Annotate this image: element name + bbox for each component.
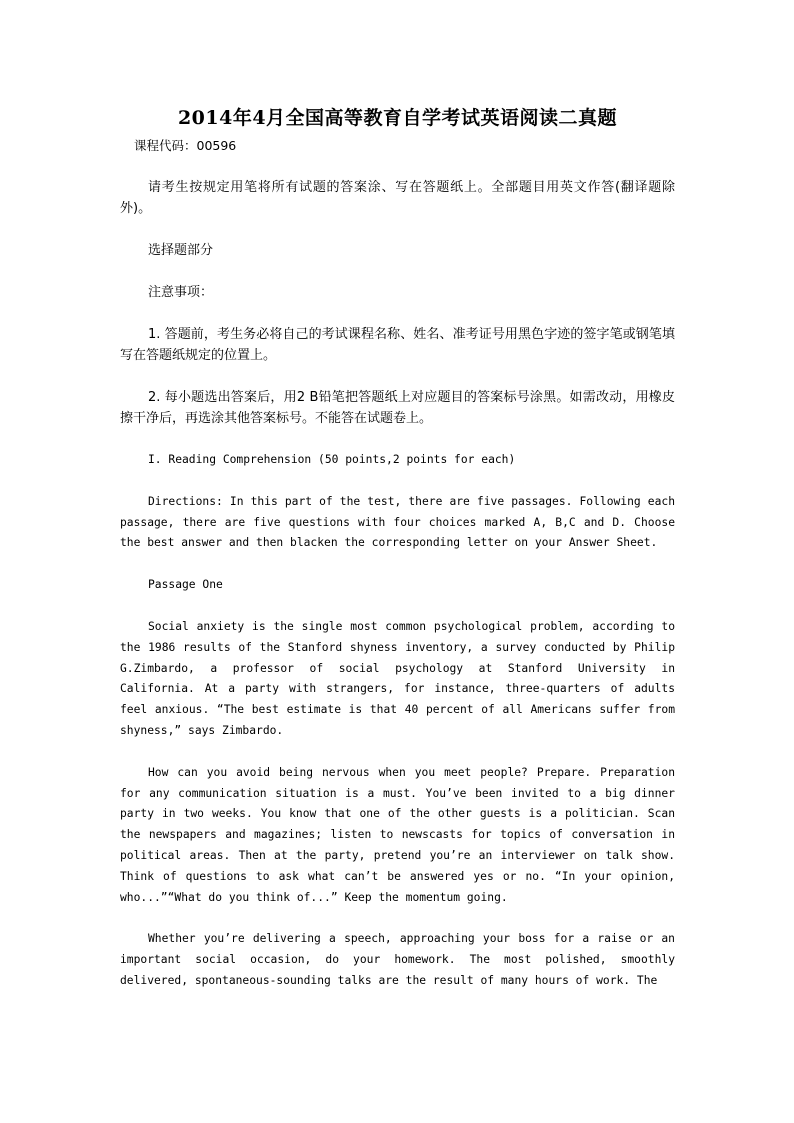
section-choice-heading: 选择题部分 xyxy=(148,243,214,258)
exam-instruction: 请考生按规定用笔将所有试题的答案涂、写在答题纸上。全部题目用英文作答(翻译题除外)。 xyxy=(120,180,675,216)
note-2: 2. 每小题选出答案后，用2 B铅笔把答题纸上对应题目的答案标号涂黑。如需改动，用橡皮擦干净后，再选涂其他答案标号。不能答在试题卷上。 xyxy=(120,390,675,426)
note-1: 1. 答题前，考生务必将自己的考试课程名称、姓名、准考证号用黑色字迹的签字笔或钢笔填写在答题纸规定的位置上。 xyxy=(120,327,675,363)
notes-heading: 注意事项： xyxy=(148,285,214,300)
document-page xyxy=(120,104,675,992)
passage-paragraph: Whether you’re delivering a speech, approaching your boss for a raise or an important social occasion, do your homework. The most polished, smoothly delivered, spontaneous-sounding talks are the result of many hours of work. The xyxy=(120,932,675,987)
passage-title: Passage One xyxy=(148,578,223,592)
passage-paragraph: Social anxiety is the single most common psychological problem, according to the 1986 results of the Stanford shyness inventory, a survey conducted by Philip G.Zimbardo, a professor of social psychology at Stanford University in California. At a party with strangers, for instance, three-quarters of adults feel anxious. “The best estimate is that 40 percent of all Americans suffer from shyness,” says Zimbardo. xyxy=(120,619,675,737)
passage-paragraph: How can you avoid being nervous when you meet people? Prepare. Preparation for any communication situation is a must. You’ve been invited to a big dinner party in two weeks. You know that one of the other guests is a politician. Scan the newspapers and magazines; listen to newscasts for topics of conversation in political areas. Then at the party, pretend you’re an interviewer on talk show. Think of questions to ask what can’t be answered yes or no. “In your opinion, who...”“What do you think of...” Keep the momentum going. xyxy=(120,765,675,904)
course-code: 课程代码：00596 xyxy=(134,138,237,153)
page-title: 2014年4月全国高等教育自学考试英语阅读二真题 xyxy=(177,107,618,129)
part-heading: I. Reading Comprehension (50 points,2 points for each) xyxy=(148,453,516,466)
directions: Directions: In this part of the test, there are five passages. Following each passage, there are five questions with four choices marked A, B,C and D. Choose the best answer and then blacken the corresponding letter on your Answer Sheet. xyxy=(120,494,675,550)
